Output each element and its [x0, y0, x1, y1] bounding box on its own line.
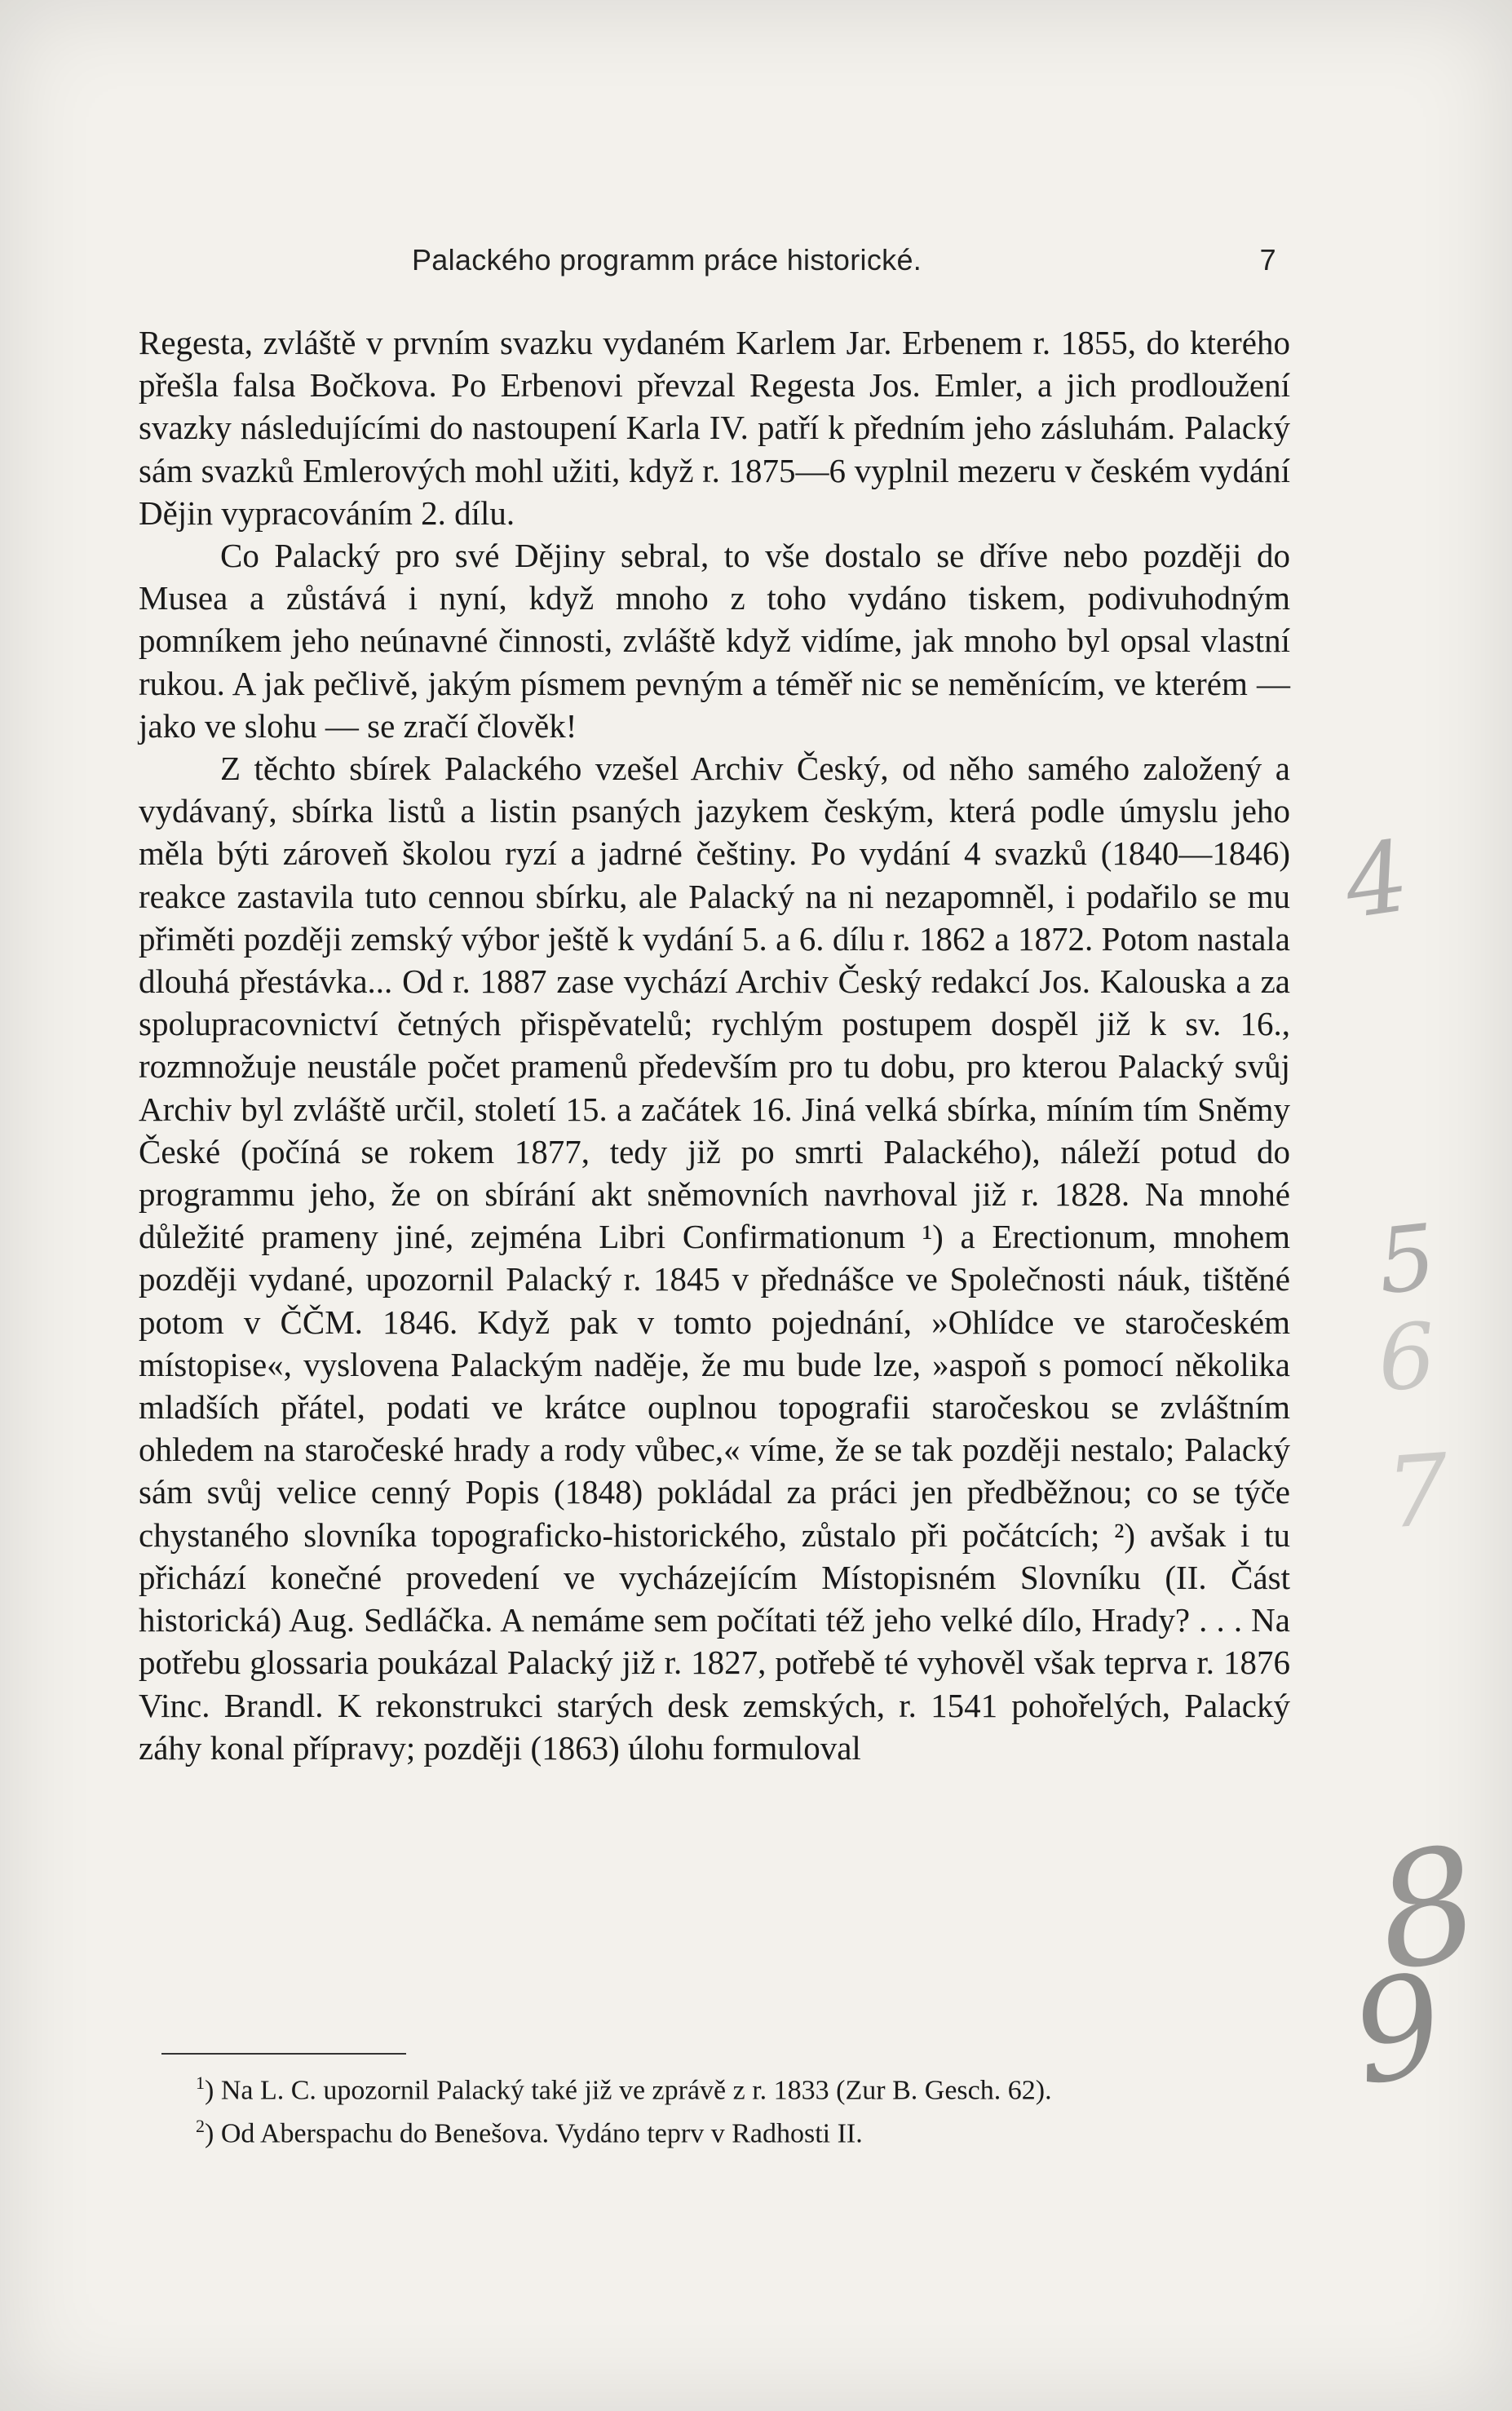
- footnote-text: Na L. C. upozornil Palacký také již ve zprávě z r. 1833 (Zur B. Gesch. 62).: [220, 2075, 1052, 2106]
- footnotes: [196, 2065, 1297, 2152]
- handwritten-margin-number: 7: [1382, 1433, 1453, 1551]
- handwritten-margin-number: 4: [1337, 820, 1416, 941]
- footnote-mark: 2: [196, 2116, 205, 2137]
- footnote-mark: 1: [196, 2073, 205, 2093]
- footnote-divider: [161, 2053, 406, 2055]
- handwritten-margin-number: 8: [1363, 1812, 1492, 2006]
- page-number: 7: [1259, 243, 1276, 276]
- paragraph: Z těchto sbírek Palackého vzešel Archiv Český, od něho samého založený a vydávaný, sbírka listů a listin psaných jazykem českým, která podle úmyslu jeho měla býti zároveň školou ryzí a jadrné češtiny. Po vydání 4 svazků (1840—1846) reakce zastavila tuto cennou sbírku, ale Palacký na ni nezapomněl, i podařilo se mu přiměti později zemský výbor ještě k vydání 5. a 6. dílu r. 1862 a 1872. Potom nastala dlouhá přestávka... Od r. 1887 zase vychází Archiv Český redakcí Jos. Kalouska a za spolupracovnictví četných přispěvatelů; rychlým postupem dospěl již k sv. 16., rozmnožuje neustále počet pramenů především pro tu dobu, pro kterou Palacký svůj Archiv byl zvláště určil, století 15. a začátek 16. Jiná velká sbírka, míním tím Sněmy České (počíná se rokem 1877, tedy již po smrti Palackého), náleží potud do programmu jeho, že on sbírání akt sněmovních navrhoval již r. 1828. Na mnohé důležité prameny jiné, zejména Libri Confirmationum ¹) a Erectionum, mnohem později vydané, upozornil Palacký r. 1845 v přednášce ve Společnosti náuk, tištěné potom v ČČM. 1846. Když pak v tomto pojednání, »Ohlídce ve staročeském místopise«, vyslovena Palackým naděje, že mu bude lze, »aspoň s pomocí několika mladších přátel, podati ve krátce ouplnou topografii staročeskou se zvláštním ohledem na staročeské hrady a rody vůbec,« víme, že se tak později nestalo; Palacký sám svůj velice cenný Popis (1848) pokládal za práci jen předběžnou; co se týče chystaného slovníka topograficko-historického, zůstalo při počátcích; ²) avšak i tu přichází konečné provedení ve vycházejícím Místopisném Slovníku (II. Část historická) Aug. Sedláčka. A nemáme sem počítati též jeho velké dílo, Hrady? . . . Na potřebu glossaria poukázal Palacký již r. 1827, potřebě té vyhověl však teprva r. 1876 Vinc. Brandl. K rekonstrukci starých desk zemských, r. 1541 pohořelých, Palacký záhy konal přípravy; později (1863) úlohu formuloval: [139, 750, 1290, 1767]
- main-text: [139, 321, 1290, 1769]
- handwritten-margin-number: 9: [1340, 1943, 1456, 2117]
- running-header: [412, 243, 1276, 277]
- running-title: Palackého programm práce historické.: [412, 243, 922, 276]
- footnote: $^2$) Od Aberspachu do Benešova. Vydáno teprv v Radhosti II.: [196, 2116, 863, 2149]
- paragraph: Regesta, zvláště v prvním svazku vydaném Karlem Jar. Erbenem r. 1855, do kterého přešla falsa Bočkova. Po Erbenovi převzal Regesta Jos. Emler, a jich prodloužení svazky následujícími do nastoupení Karla IV. patří k předním jeho zásluhám. Palacký sám svazků Emlerových mohl užiti, když r. 1875—6 vyplnil mezeru v českém vydání Dějin vypracováním 2. dílu.: [139, 324, 1290, 532]
- footnote-text: Od Aberspachu do Benešova. Vydáno teprv v Radhosti II.: [220, 2118, 863, 2149]
- footnote: $^1$) Na L. C. upozornil Palacký také již ve zprávě z r. 1833 (Zur B. Gesch. 62).: [196, 2073, 1052, 2106]
- handwritten-margin-number: 5: [1373, 1204, 1441, 1315]
- handwritten-margin-number: 6: [1374, 1303, 1439, 1412]
- paragraph: Co Palacký pro své Dějiny sebral, to vše dostalo se dříve nebo později do Musea a zůstává i nyní, když mnoho z toho vydáno tiskem, podivuhodným pomníkem jeho neúnavné činnosti, zvláště když vidíme, jak mnoho byl opsal vlastní rukou. A jak pečlivě, jakým písmem pevným a téměř nic se neměnícím, ve kterém — jako ve slohu — se zračí člověk!: [139, 537, 1290, 745]
